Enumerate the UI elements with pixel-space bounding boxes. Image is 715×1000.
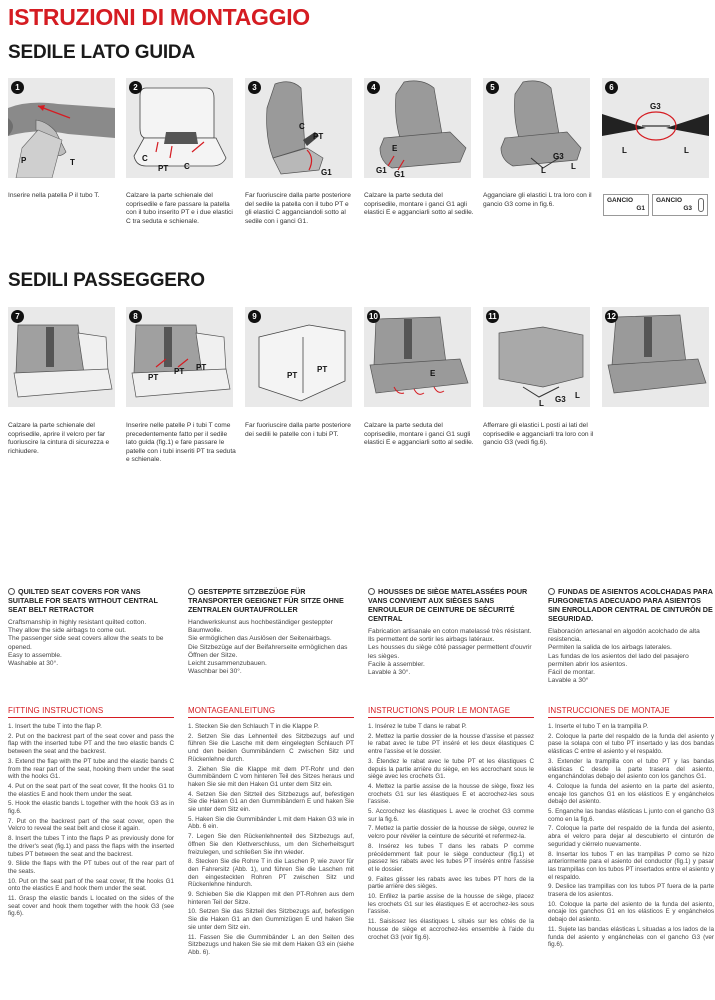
instruction-item: 11. Saisissez les élastiques L situés sur les côtés de la housse de siège et accrochez-les ensemble à l'aide du crochet G3 (voir fig.6). xyxy=(368,918,534,941)
section-title-passenger: SEDILI PASSEGGERO xyxy=(8,270,205,291)
step-number: 9 xyxy=(248,310,261,323)
lang-heading: GESTEPPTE SITZBEZÜGE FÜR TRANSPORTER GEEIGNET FÜR SITZE OHNE ZENTRALEN GURTAUFROLLER xyxy=(188,587,344,614)
step-label: G3 xyxy=(553,152,564,161)
instruction-item: 7. Mettez la partie dossier de la housse de siège, ouvrez le velcro pour révéler la ceinture de sécurité et refermez-la. xyxy=(368,825,534,841)
lang-description-de xyxy=(188,587,354,676)
step-number: 3 xyxy=(248,81,261,94)
step-number: 4 xyxy=(367,81,380,94)
step-label: E xyxy=(430,369,436,378)
step-2-illustration xyxy=(126,78,233,178)
step-5-caption: Agganciare gli elastici L tra loro con il gancio G3 come in fig.6. xyxy=(483,192,592,208)
instructions-heading: INSTRUCCIONES DE MONTAJE xyxy=(548,706,714,718)
lang-line: The passenger side seat covers allow the seats to be opened. xyxy=(8,635,164,651)
lang-line: Les housses du siège côté passager permettent d'ouvrir les sièges. xyxy=(368,644,532,660)
hook-name: GANCIO xyxy=(607,197,633,204)
instruction-item: 5. Accrochez les élastiques L avec le crochet G3 comme sur la fig.6. xyxy=(368,808,534,823)
instruction-item: 3. Extender la trampilla con el tubo PT y las bandas elásticas C desde la parte trasera del asiento, enganchándolas debajo del asiento con los ganchos G1. xyxy=(548,757,714,781)
instruction-item: 2. Coloque la parte del respaldo de la funda del asiento y pase la solapa con el tubo PT insertado y las dos bandas elásticas C entre el asiento y el respaldo. xyxy=(548,732,714,756)
instructions-de xyxy=(188,706,354,959)
hook-g3-box xyxy=(652,194,708,216)
lang-line: Craftsmanship in highly resistant quilted cotton. xyxy=(8,619,147,626)
instruction-item: 5. Haken Sie die Gummibänder L mit dem Haken G3 wie in Abb. 6 ein. xyxy=(188,815,354,831)
step-9-caption: Far fuoriuscire dalla parte posteriore dei sedili le patelle con i tubi PT. xyxy=(245,422,351,438)
lang-line: Washable at 30°. xyxy=(8,660,59,668)
step-label: PT xyxy=(287,371,298,380)
instruction-item: 4. Setzen Sie den Sitzteil des Sitzbezugs auf, befestigen Sie die Haken G1 an den Gummibändern E und haken Sie sie unter dem Sitz ein. xyxy=(188,790,354,814)
step-7-caption: Calzare la parte schienale del coprisedile, aprire il velcro per far fuoriuscire la cintura di sicurezza e richiudere. xyxy=(8,422,110,455)
step-9-illustration xyxy=(245,307,352,407)
step-label: PT xyxy=(148,373,159,382)
step-label: PT xyxy=(317,365,328,374)
instruction-item: 1. Inserte el tubo T en la trampilla P. xyxy=(548,723,649,730)
instruction-item: 3. Étendez le rabat avec le tube PT et les élastiques C depuis la partie arrière du siège, en les accrochant sous le siège avec les crochets G1. xyxy=(368,757,534,781)
lang-heading: QUILTED SEAT COVERS FOR VANS SUITABLE FOR SEATS WITHOUT CENTRAL SEAT BELT RETRACTOR xyxy=(8,587,158,614)
step-label: PT xyxy=(196,363,207,372)
instruction-item: 5. Hook the elastic bands L together with the hook G3 as in fig.6. xyxy=(8,800,174,816)
step-10-caption: Calzare la parte seduta del coprisedile, montare i ganci G1 sugli elastici E e agganciarli sotto al sedile. xyxy=(364,422,474,447)
instruction-item: 4. Mettez la partie assise de la housse de siège, fixez les crochets G1 sur les élastiques E et accrochez-les sous l'assise. xyxy=(368,782,534,806)
step-label: PT xyxy=(313,132,324,141)
instruction-item: 4. Put on the seat part of the seat cover, fit the hooks G1 to the elastics E and hook them under the seat. xyxy=(8,782,174,798)
step-2-caption: Calzare la parte schienale del coprisedile e fare passare la patella con il tubo inserito PT e i due elastici C tra seduta e schienale. xyxy=(126,192,233,225)
lang-line: Lavable à 30°. xyxy=(368,669,411,677)
page-title: ISTRUZIONI DI MONTAGGIO xyxy=(8,4,310,30)
instruction-item: 11. Grasp the elastic bands L located on the sides of the seat cover and hook them together with the hook G3 (see fig.6). xyxy=(8,895,174,918)
step-3-caption: Far fuoriuscire dalla parte posteriore del sedile la patella con il tubo PT e gli elastici C agganciandoli sotto al sedile con i ganci G1. xyxy=(245,192,351,225)
step-number: 10 xyxy=(367,310,380,323)
instruction-item: 8. Insert the tubes T into the flaps P as previously done for the driver's seat (fig.1) and pass the flaps with the inserted tubes PT between the seat and the backrest. xyxy=(8,835,174,858)
instructions-heading: MONTAGEANLEITUNG xyxy=(188,706,354,718)
lang-line: Fabrication artisanale en coton matelassé très résistant. xyxy=(368,628,532,635)
instruction-item: 10. Enfilez la partie assise de la housse de siège, placez les crochets G1 sur les élastiques E et accrochez-les sous l'assise. xyxy=(368,893,534,916)
instruction-item: 3. Extend the flap with the PT tube and the elastic bands C from the rear part of the seat, hooking them under the seat with the hooks G1. xyxy=(8,757,174,781)
step-label: G1 xyxy=(394,170,405,178)
section-title-driver: SEDILE LATO GUIDA xyxy=(8,42,195,63)
instruction-item: 8. Insertar los tubos T en las trampillas P como se hizo anteriormente para el asiento del conductor (fig.1) y pasar las trampillas con los tubos PT insertados entre el asiento y el respaldo. xyxy=(548,850,714,881)
instruction-item: 3. Ziehen Sie die Klappe mit dem PT-Rohr und den Gummibändern C vom hinteren Teil des Sitzes heraus und haken Sie sie mit den Haken G1 unter dem Sitz ein. xyxy=(188,765,354,788)
hook-code: G1 xyxy=(636,205,645,212)
instruction-item: 7. Legen Sie den Rückenlehnenteil des Sitzbezugs auf, öffnen Sie den Klettverschluss, um den Sicherheitsgurt freizulegen, und schließen Sie ihn wieder. xyxy=(188,833,354,856)
step-label: G3 xyxy=(555,395,566,404)
lang-description-en xyxy=(8,587,174,668)
step-11-illustration xyxy=(483,307,590,407)
instructions-heading: FITTING INSTRUCTIONS xyxy=(8,706,174,718)
step-1-caption: Inserire nella patella P il tubo T. xyxy=(8,192,100,199)
step-number: 5 xyxy=(486,81,499,94)
step-7-illustration xyxy=(8,307,115,407)
step-4-caption: Calzare la parte seduta del coprisedile, montare i ganci G1 agli elastici E e agganciarli sotto al sedile. xyxy=(364,192,474,217)
step-label: P xyxy=(21,156,27,165)
step-label: C xyxy=(142,154,148,163)
step-label: G3 xyxy=(650,102,661,111)
instruction-item: 8. Stecken Sie die Rohre T in die Laschen P, wie zuvor für den Fahrersitz (Abb. 1), und führen Sie die Laschen mit den eingesteckten Rohren PT zwischen Sitz und Rückenlehne hindurch. xyxy=(188,858,354,889)
lang-line: Lavable a 30° xyxy=(548,677,589,685)
step-label: L xyxy=(539,399,544,407)
lang-line: Die Sitzbezüge auf der Beifahrerseite ermöglichen das Öffnen der Sitze. xyxy=(188,643,348,659)
step-5-illustration xyxy=(483,78,590,178)
instruction-item: 9. Deslice las trampillas con los tubos PT fuera de la parte trasera de los asientos. xyxy=(548,883,714,899)
step-label: L xyxy=(684,146,689,155)
step-4-illustration xyxy=(364,78,471,178)
step-3-illustration xyxy=(245,78,352,178)
flag-icon xyxy=(548,588,555,595)
instruction-item: 5. Enganche las bandas elásticas L junto con el gancho G3 como en la fig.6. xyxy=(548,808,714,823)
lang-line: Waschbar bei 30°. xyxy=(188,668,242,676)
lang-line: Leicht zusammenzubauen. xyxy=(188,660,267,668)
lang-description-fr xyxy=(368,587,534,677)
lang-line: Ils permettent de sortir les airbags latéraux. xyxy=(368,636,495,644)
step-label: L xyxy=(622,146,627,155)
flag-icon xyxy=(368,588,375,595)
step-label: T xyxy=(70,158,75,167)
instruction-item: 9. Faites glisser les rabats avec les tubes PT hors de la partie arrière des sièges. xyxy=(368,875,534,891)
instructions-es xyxy=(548,706,714,951)
step-label: C xyxy=(299,122,305,131)
instruction-item: 8. Insérez les tubes T dans les rabats P comme précédemment fait pour le siège conducteur (fig.1) et passez les rabats avec les tubes PT insérés entre l'assise et le dossier. xyxy=(368,842,534,873)
step-8-illustration xyxy=(126,307,233,407)
step-label: E xyxy=(392,144,398,153)
step-label: L xyxy=(541,166,546,175)
hook-g1-box xyxy=(603,194,649,216)
step-label: C xyxy=(184,162,190,171)
step-number: 6 xyxy=(605,81,618,94)
instruction-item: 9. Schieben Sie die Klappen mit den PT-Rohren aus dem hinteren Teil der Sitze. xyxy=(188,891,354,906)
step-number: 8 xyxy=(129,310,142,323)
hook-code: G3 xyxy=(683,205,692,212)
hook-g3-icon xyxy=(698,198,704,212)
instruction-item: 2. Put on the backrest part of the seat cover and pass the flap with the inserted tube PT and the two elastic bands C between the seat and the backrest. xyxy=(8,732,174,756)
instruction-item: 1. Insérez le tube T dans le rabat P. xyxy=(368,723,467,730)
step-number: 11 xyxy=(486,310,499,323)
step-12-illustration xyxy=(602,307,709,407)
step-11-caption: Afferrare gli elastici L posti ai lati del coprisedile e agganciarli tra loro con il gancio G3 (vedi fig.6). xyxy=(483,422,594,447)
lang-line: They allow the side airbags to come out. xyxy=(8,627,127,635)
instruction-item: 11. Fassen Sie die Gummibänder L an den Seiten des Sitzbezugs und haken Sie sie mit dem Haken G3 ein (siehe Abb. 6). xyxy=(188,933,354,956)
step-label: PT xyxy=(158,164,169,173)
lang-heading: HOUSSES DE SIÈGE MATELASSÉES POUR VANS CONVIENT AUX SIÈGES SANS ENROULEUR DE CEINTURE DE SÉCURITÉ CENTRAL xyxy=(368,587,528,623)
step-label: G1 xyxy=(321,168,332,177)
step-number: 2 xyxy=(129,81,142,94)
lang-line: Fácil de montar. xyxy=(548,669,595,677)
instruction-item: 1. Insert the tube T into the flap P. xyxy=(8,723,102,730)
instruction-item: 9. Slide the flaps with the PT tubes out of the rear part of the seats. xyxy=(8,860,174,875)
passenger-steps xyxy=(8,307,708,407)
instructions-en xyxy=(8,706,174,920)
lang-heading: FUNDAS DE ASIENTOS ACOLCHADAS PARA FURGONETAS ADECUADO PARA ASIENTOS SIN ENROLLADOR CENTRAL DE CINTURÓN DE SEGURIDAD. xyxy=(548,587,713,623)
instruction-item: 2. Setzen Sie das Lehnenteil des Sitzbezugs auf und führen Sie die Lasche mit dem eingelegten Schlauch PT und den beiden Gummibändern C zwischen Sitz und Rückenlehne durch. xyxy=(188,732,354,763)
lang-description-es xyxy=(548,587,714,685)
step-label: L xyxy=(571,162,576,171)
lang-line: Elaboración artesanal en algodón acolchado de alta resistencia. xyxy=(548,628,700,644)
lang-line: Easy to assemble. xyxy=(8,651,62,659)
driver-steps xyxy=(8,78,708,178)
lang-line: Permiten la salida de los airbags laterales. xyxy=(548,644,672,652)
step-label: L xyxy=(575,391,580,400)
step-number: 12 xyxy=(605,310,618,323)
lang-line: Facile à assembler. xyxy=(368,660,425,668)
step-label: PT xyxy=(174,367,185,376)
lang-line: Handwerkskunst aus hochbeständiger gesteppter Baumwolle. xyxy=(188,619,333,635)
step-number: 1 xyxy=(11,81,24,94)
lang-line: Las fundas de los asientos del lado del pasajero permiten abrir los asientos. xyxy=(548,652,689,668)
lang-line: Sie ermöglichen das Auslösen der Seitenairbags. xyxy=(188,635,332,643)
instruction-item: 7. Put on the backrest part of the seat cover, open the Velcro to reveal the seat belt and close it again. xyxy=(8,817,174,833)
instructions-fr xyxy=(368,706,534,943)
instruction-item: 10. Put on the seat part of the seat cover, fit the hooks G1 onto the elastics E and hook them under the seat. xyxy=(8,877,174,893)
instruction-item: 10. Setzen Sie das Sitzteil des Sitzbezugs auf, befestigen Sie die Haken G1 an den Gummizügen E und haken Sie sie unter dem Sitz ein. xyxy=(188,908,354,931)
instruction-item: 2. Mettez la partie dossier de la housse d'assise et passez le rabat avec le tube PT inséré et les deux élastiques C entre l'assise et le dossier. xyxy=(368,732,534,756)
instruction-item: 10. Coloque la parte del asiento de la funda del asiento, encaje los ganchos G1 en los elásticos E y engánchelos debajo del asiento. xyxy=(548,900,714,924)
step-8-caption: Inserire nelle patelle P i tubi T come precedentemente fatto per il sedile lato guida (fig.1) e fare passare le patelle con i tubi inseriti PT tra seduta e schienale. xyxy=(126,422,236,464)
step-label: G1 xyxy=(376,166,387,175)
flag-icon xyxy=(188,588,195,595)
step-6-illustration xyxy=(602,78,709,178)
flag-icon xyxy=(8,588,15,595)
step-1-illustration xyxy=(8,78,115,178)
instruction-item: 11. Sujete las bandas elásticas L situadas a los lados de la funda del asiento y engánchelas con el gancho G3 (ver fig.6). xyxy=(548,925,714,949)
step-10-illustration xyxy=(364,307,471,407)
instructions-heading: INSTRUCTIONS POUR LE MONTAGE xyxy=(368,706,534,718)
instruction-item: 1. Stecken Sie den Schlauch T in die Klappe P. xyxy=(188,723,319,730)
instruction-item: 4. Coloque la funda del asiento en la parte del asiento, encaje los ganchos G1 en los elásticos E y engánchelos debajo del asiento. xyxy=(548,782,714,806)
step-number: 7 xyxy=(11,310,24,323)
instruction-item: 7. Coloque la parte del respaldo de la funda del asiento, abra el velcro para dejar al descubierto el cinturón de seguridad y ciérrelo nuevamente. xyxy=(548,825,714,848)
hook-name: GANCIO xyxy=(656,197,682,204)
